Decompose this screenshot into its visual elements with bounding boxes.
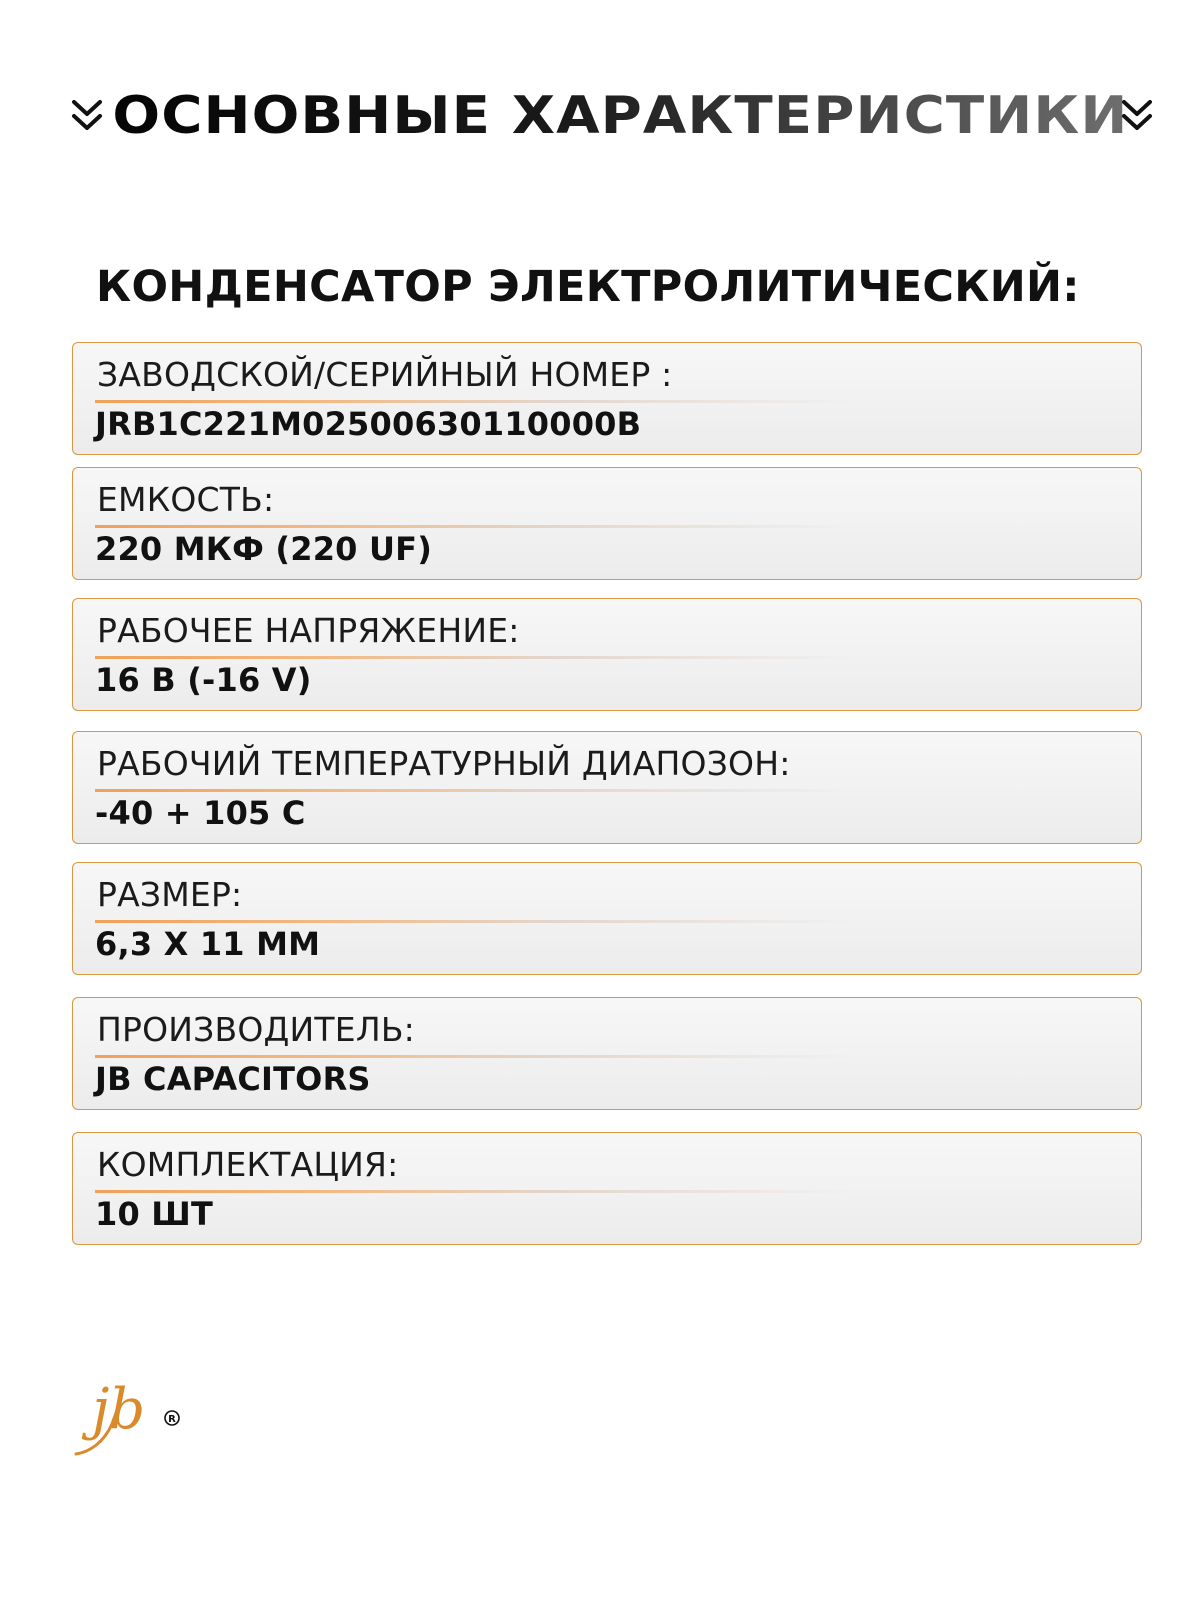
- accent-divider: [95, 1190, 855, 1193]
- spec-value: 220 МКФ (220 UF): [95, 530, 433, 568]
- jb-logo: [70, 1372, 190, 1462]
- spec-card-serial-number: [72, 342, 1142, 455]
- accent-divider: [95, 920, 855, 923]
- spec-value: JRB1C221M02500630110000B: [95, 405, 642, 443]
- spec-value: 10 ШТ: [95, 1195, 214, 1233]
- accent-divider: [95, 789, 855, 792]
- header: [0, 80, 1200, 152]
- spec-label: РАБОЧИЙ ТЕМПЕРАТУРНЫЙ ДИАПОЗОН:: [97, 744, 791, 783]
- spec-label: ЕМКОСТЬ:: [97, 480, 275, 519]
- spec-label: РАЗМЕР:: [97, 875, 243, 914]
- spec-value: 6,3 Х 11 ММ: [95, 925, 321, 963]
- spec-card-voltage: [72, 598, 1142, 711]
- spec-card-manufacturer: [72, 997, 1142, 1110]
- spec-label: ПРОИЗВОДИТЕЛЬ:: [97, 1010, 415, 1049]
- svg-text:R: R: [168, 1414, 176, 1425]
- spec-value: JB CAPACITORS: [95, 1060, 371, 1098]
- accent-divider: [95, 525, 855, 528]
- page-title: ОСНОВНЫЕ ХАРАКТЕРИСТИКИ: [112, 80, 1127, 152]
- double-chevron-down-icon: [1120, 96, 1154, 136]
- accent-divider: [95, 1055, 855, 1058]
- spec-value: -40 + 105 С: [95, 794, 306, 832]
- product-heading: КОНДЕНСАТОР ЭЛЕКТРОЛИТИЧЕСКИЙ:: [96, 262, 1080, 312]
- spec-label: ЗАВОДСКОЙ/СЕРИЙНЫЙ НОМЕР :: [97, 355, 673, 394]
- spec-label: КОМПЛЕКТАЦИЯ:: [97, 1145, 399, 1184]
- spec-card-capacitance: [72, 467, 1142, 580]
- accent-divider: [95, 656, 855, 659]
- spec-card-size: [72, 862, 1142, 975]
- spec-value: 16 В (-16 V): [95, 661, 312, 699]
- accent-divider: [95, 400, 855, 403]
- double-chevron-down-icon: [70, 96, 104, 136]
- svg-text:jb: jb: [92, 1377, 146, 1442]
- spec-label: РАБОЧЕЕ НАПРЯЖЕНИЕ:: [97, 611, 520, 650]
- spec-card-package-contents: [72, 1132, 1142, 1245]
- spec-card-temperature-range: [72, 731, 1142, 844]
